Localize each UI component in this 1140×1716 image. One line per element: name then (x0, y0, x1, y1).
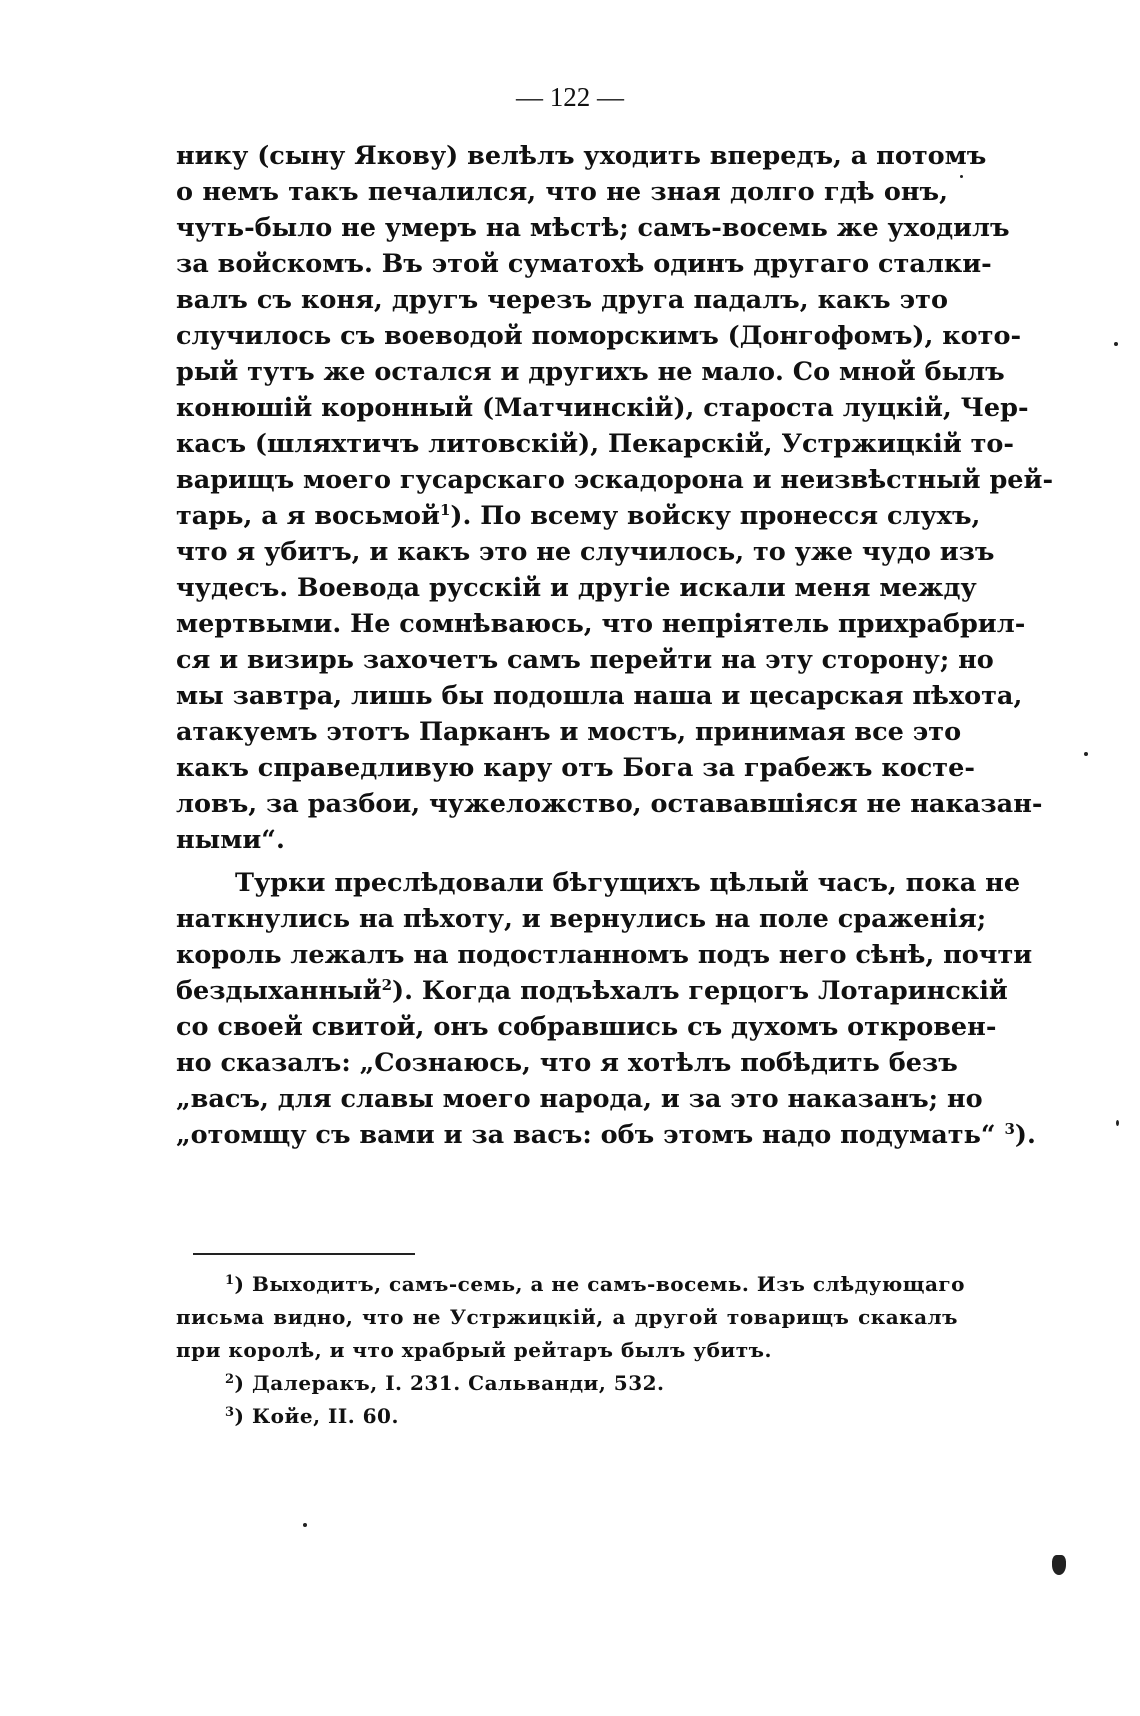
text-line: Турки преслѣдовали бѣгущихъ цѣлый часъ, пока не (235, 868, 1021, 898)
text-segment: „отомщу съ вами и за васъ: объ этомъ надо подумать“ (176, 1120, 996, 1150)
footnote-2 (225, 1369, 958, 1397)
footnote-ref-3[interactable]: 3 (1004, 1120, 1015, 1138)
text-line: о немъ такъ печалился, что не зная долго гдѣ онъ, (176, 177, 948, 207)
scan-speck (960, 175, 963, 178)
text-line (176, 974, 1008, 1008)
footnote-mark: 1 (225, 1273, 235, 1288)
text-line: случилось съ воеводой поморскимъ (Донгофомъ), кото- (176, 321, 1022, 351)
text-line: мертвыми. Не сомнѣваюсь, что непріятель прихрабрил- (176, 609, 1026, 639)
text-line: за войскомъ. Въ этой суматохѣ одинъ другаго сталки- (176, 249, 992, 279)
text-segment: тарь, а я восьмой (176, 501, 440, 531)
text-line: король лежалъ на подостланномъ подъ него сѣнѣ, почти (176, 940, 1033, 970)
text-segment: ). Когда подъѣхалъ герцогъ Лотаринскій (392, 976, 1008, 1006)
text-segment: ). По всему войску пронесся слухъ, (450, 501, 981, 531)
footnote-1 (225, 1270, 965, 1298)
text-line: варищъ моего гусарскаго эскадорона и неизвѣстный рей- (176, 465, 1054, 495)
text-line: со своей свитой, онъ собравшись съ духомъ откровен- (176, 1012, 997, 1042)
text-line (176, 499, 981, 533)
scan-speck (303, 1523, 307, 1527)
text-line: ловъ, за разбои, чужеложство, остававшіяся не наказан- (176, 789, 1043, 819)
text-line: наткнулись на пѣхоту, и вернулись на поле сраженія; (176, 904, 987, 934)
footnote-divider (193, 1253, 415, 1255)
text-line: чудесъ. Воевода русскій и другіе искали меня между (176, 573, 977, 603)
text-line: рый тутъ же остался и другихъ не мало. Со мной былъ (176, 357, 1005, 387)
text-line: чуть-было не умеръ на мѣстѣ; самъ-восемь же уходилъ (176, 213, 1010, 243)
text-line (176, 1118, 1036, 1152)
text-line: ными“. (176, 825, 285, 855)
text-segment: бездыханный (176, 976, 382, 1006)
footnote-text: ) Выходитъ, самъ-семь, а не самъ-восемь. Изъ слѣдующаго (234, 1272, 965, 1296)
footnote-text: ) Далеракъ, I. 231. Сальванди, 532. (234, 1371, 665, 1395)
page-number: — 122 — (516, 82, 624, 112)
text-line: ся и визирь захочетъ самъ перейти на эту сторону; но (176, 645, 994, 675)
text-line: „васъ, для славы моего народа, и за это наказанъ; но (176, 1084, 983, 1114)
footnote-line: при королѣ, и что храбрый рейтаръ былъ убитъ. (176, 1338, 772, 1362)
text-segment: ). (1014, 1120, 1036, 1150)
footnote-ref-1[interactable]: 1 (439, 501, 451, 519)
text-line: атакуемъ этотъ Парканъ и мостъ, принимая все это (176, 717, 962, 747)
footnote-mark: 2 (225, 1372, 235, 1387)
footnote-mark: 3 (225, 1405, 235, 1420)
scan-speck (1116, 1120, 1119, 1126)
text-line: что я убитъ, и какъ это не случилось, то уже чудо изъ (176, 537, 995, 567)
text-line: конюшій коронный (Матчинскій), староста луцкій, Чер- (176, 393, 1029, 423)
text-line: касъ (шляхтичъ литовскій), Пекарскій, Устржицкій то- (176, 429, 1015, 459)
text-line: нику (сыну Якову) велѣлъ уходить впередъ, а потомъ (176, 141, 987, 171)
footnote-3 (225, 1402, 958, 1430)
scan-speck (1052, 1555, 1066, 1575)
text-line: мы завтра, лишь бы подошла наша и цесарская пѣхота, (176, 681, 1023, 711)
text-line: валъ съ коня, другъ черезъ друга падалъ, какъ это (176, 285, 948, 315)
footnote-line: письма видно, что не Устржицкій, а другой товарищъ скакалъ (176, 1305, 958, 1329)
footnote-ref-2[interactable]: 2 (381, 976, 393, 994)
text-line: но сказалъ: „Сознаюсь, что я хотѣлъ побѣдить безъ (176, 1048, 958, 1078)
footnote-text: ) Койе, II. 60. (234, 1404, 399, 1428)
scan-speck (1114, 342, 1118, 346)
text-line: какъ справедливую кару отъ Бога за грабежъ костe- (176, 753, 975, 783)
scan-speck (1084, 752, 1088, 756)
